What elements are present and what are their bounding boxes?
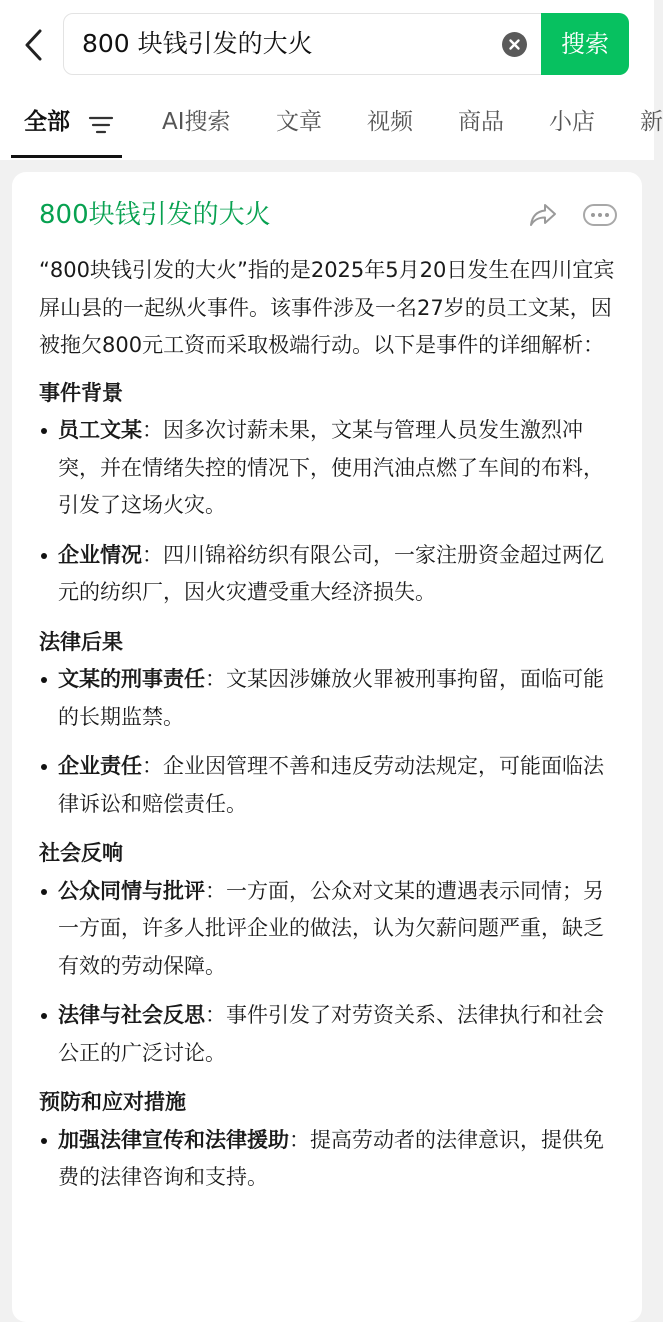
tab-all[interactable]: 全部 (24, 109, 70, 135)
ai-answer-card (12, 172, 642, 1322)
item-text: ：因多次讨薪未果，文某与管理人员发生激烈冲突，并在情绪失控的情况下，使用汽油点燃了车间的布料，引发了这场火灾。 (58, 418, 604, 517)
section-heading: 法律后果 (39, 629, 123, 654)
list-item (39, 748, 624, 823)
item-text: ：企业因管理不善和违反劳动法规定，可能面临法律诉讼和赔偿责任。 (58, 754, 604, 816)
active-tab-indicator (11, 155, 122, 158)
item-label: 员工文某 (58, 418, 142, 442)
tab-ai-search[interactable]: AI搜索 (162, 109, 231, 135)
back-arrow-icon[interactable] (22, 28, 48, 62)
tab-news[interactable]: 新 (640, 109, 663, 135)
list-item (39, 997, 624, 1072)
top-bar (0, 0, 663, 160)
section-heading: 预防和应对措施 (39, 1090, 186, 1114)
list-item (39, 661, 624, 736)
more-options-icon[interactable] (583, 204, 617, 226)
search-button[interactable]: 搜索 (541, 13, 629, 75)
item-text: ：事件引发了对劳资关系、法律执行和社会公正的广泛讨论。 (58, 1003, 604, 1065)
tab-shops[interactable]: 小店 (549, 109, 595, 135)
item-text: ：文某因涉嫌放火罪被刑事拘留，面临可能的长期监禁。 (58, 667, 604, 729)
section-heading: 事件背景 (39, 380, 123, 405)
item-label: 企业情况 (58, 542, 142, 567)
search-input[interactable] (63, 13, 629, 75)
section-heading: 社会反响 (39, 841, 123, 865)
item-label: 公众同情与批评 (58, 878, 205, 903)
card-title[interactable]: 800块钱引发的大火 (39, 200, 271, 230)
item-label: 法律与社会反思 (58, 1003, 205, 1027)
list-item (39, 412, 624, 525)
item-label: 文某的刑事责任 (58, 667, 205, 691)
item-text: ：一方面，公众对文某的遭遇表示同情；另一方面，许多人批评企业的做法，认为欠薪问题严重，缺乏有效的劳动保障。 (58, 878, 604, 978)
tab-videos[interactable]: 视频 (367, 109, 413, 135)
list-item (39, 537, 624, 612)
item-text: ：提高劳动者的法律意识，提供免费的法律咨询和支持。 (58, 1127, 604, 1189)
list-item (39, 873, 624, 986)
item-label: 企业责任 (58, 754, 142, 778)
tab-articles[interactable]: 文章 (276, 109, 322, 135)
share-icon[interactable] (529, 202, 557, 228)
clear-search-icon[interactable] (502, 32, 527, 57)
intro-paragraph: “800块钱引发的大火”指的是2025年5月20日发生在四川宜宾屏山县的一起纵火事件。该事件涉及一名27岁的员工文某，因被拖欠800元工资而采取极端行动。以下是事件的详细解析： (39, 258, 615, 357)
answer-content (39, 252, 624, 1209)
item-label: 加强法律宣传和法律援助 (58, 1127, 289, 1152)
tab-products[interactable]: 商品 (458, 109, 504, 135)
search-query-text: 800 块钱引发的大火 (82, 29, 313, 58)
item-text: ：四川锦裕纺织有限公司，一家注册资金超过两亿元的纺织厂，因火灾遭受重大经济损失。 (58, 542, 604, 604)
filter-icon[interactable] (89, 115, 113, 135)
list-item (39, 1122, 624, 1197)
